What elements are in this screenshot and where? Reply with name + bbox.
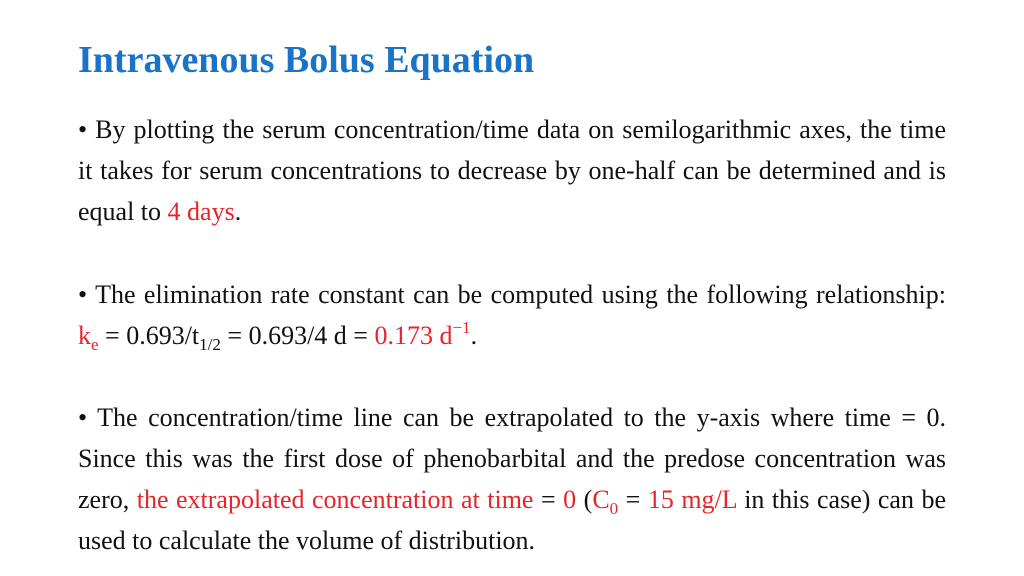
paren-open: (	[583, 485, 593, 514]
p3-equals: =	[540, 485, 556, 514]
extrapolated-phrase: the extrapolated concentration at time	[136, 485, 534, 514]
bullet-paragraph-1	[78, 109, 946, 232]
equation-part-2: = 0.693/4 d =	[227, 321, 368, 350]
c0-letter: C	[592, 485, 610, 514]
ke-result	[374, 318, 471, 350]
bullet-paragraph-2	[78, 274, 946, 356]
ke-symbol	[78, 321, 99, 354]
ke-result-value: 0.173 d	[374, 321, 453, 350]
bullet-marker: •	[78, 403, 88, 432]
c0-subscript: 0	[609, 499, 619, 518]
equation-part-1: = 0.693/t	[105, 321, 200, 350]
p2-end: .	[470, 321, 478, 350]
half-life-value: 4 days	[167, 197, 235, 226]
c0-value: 15 mg/L	[647, 485, 737, 514]
bullet-paragraph-3	[78, 397, 946, 561]
ke-subscript: e	[91, 335, 99, 354]
bullet-marker: •	[78, 280, 88, 309]
p1-end: .	[234, 197, 242, 226]
c0-symbol	[592, 485, 619, 518]
ke-result-exponent: −1	[452, 318, 471, 337]
p3-equals-2: =	[625, 485, 641, 514]
p3-text: The concentration/time line can be extrapolated to the y-axis where time = 0. Since this was the first dose of phenobarbital and the predose concentration was zero,	[78, 403, 946, 514]
p1-text: By plotting the serum concentration/time data on semilogarithmic axes, the time it takes for serum concentrations to decrease by one-half can be determined and is equal to	[78, 115, 946, 226]
slide-title: Intravenous Bolus Equation	[78, 39, 535, 81]
ke-letter: k	[78, 321, 91, 350]
p2-text: The elimination rate constant can be computed using the following relationship:	[95, 280, 946, 309]
half-life-subscript: 1/2	[199, 335, 221, 354]
p3-rest: in this case) can be used to calculate the volume of distribution.	[78, 485, 947, 555]
time-zero: 0	[563, 485, 577, 514]
bullet-marker: •	[78, 115, 88, 144]
